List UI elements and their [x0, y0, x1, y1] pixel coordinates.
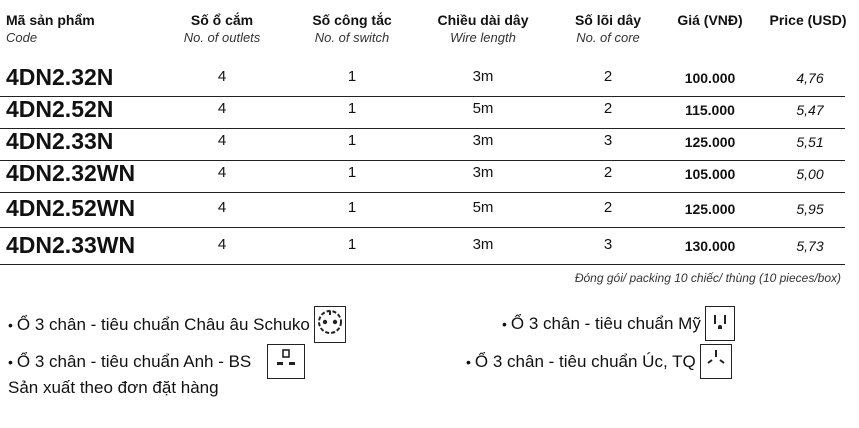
feature-schuko: [8, 306, 346, 343]
outlets-value: 4: [217, 236, 227, 253]
length-value: 3m: [472, 164, 494, 181]
feature-us: [502, 306, 735, 341]
product-code: 4DN2.32WN: [6, 160, 136, 186]
header-label-vi: Mã sản phẩm: [6, 12, 95, 28]
product-code: 4DN2.52N: [6, 96, 114, 122]
header-label-vi: Price (USD): [769, 12, 847, 28]
feature-au-cn: [466, 344, 732, 379]
header-length: [437, 12, 528, 45]
table-row: [0, 64, 845, 97]
bullet: •: [8, 353, 13, 370]
header-label-en: Wire length: [450, 30, 516, 45]
price-vnd: 105.000: [684, 166, 736, 182]
core-value: 2: [603, 100, 613, 117]
length-value: 5m: [472, 199, 494, 216]
schuko-plug-icon: [314, 306, 346, 343]
outlets-value: 4: [217, 100, 227, 117]
header-label-vi: Số lõi dây: [574, 12, 642, 28]
table-row: [0, 96, 845, 129]
header-vnd: [677, 12, 742, 28]
header-code: [6, 12, 95, 45]
table-row: [0, 128, 845, 161]
outlets-value: 4: [217, 132, 227, 149]
price-usd: 5,47: [796, 102, 824, 118]
product-code: 4DN2.52WN: [6, 195, 136, 221]
bs-plug-icon: [267, 344, 305, 379]
switch-value: 1: [347, 164, 357, 181]
bullet: •: [8, 316, 13, 333]
header-label-en: No. of outlets: [183, 30, 261, 45]
price-vnd: 130.000: [684, 238, 736, 254]
header-usd: [769, 12, 846, 28]
price-usd: 4,76: [796, 70, 824, 86]
price-usd: 5,73: [796, 238, 824, 254]
switch-value: 1: [347, 68, 357, 85]
switch-value: 1: [347, 236, 357, 253]
switch-value: 1: [347, 132, 357, 149]
core-value: 3: [603, 236, 613, 253]
product-code: 4DN2.33N: [6, 128, 114, 154]
price-usd: 5,95: [796, 201, 824, 217]
manufacturing-note: Sản xuất theo đơn đặt hàng: [8, 378, 219, 397]
feature-bs: [8, 344, 305, 379]
outlets-value: 4: [217, 164, 227, 181]
bullet: •: [466, 353, 471, 370]
feature-text: Ổ 3 chân - tiêu chuẩn Anh - BS: [16, 351, 252, 371]
table-row: [0, 160, 845, 193]
product-code: 4DN2.32N: [6, 64, 114, 90]
au-cn-plug-icon: [700, 344, 732, 379]
outlets-value: 4: [217, 68, 227, 85]
feature-text: Ổ 3 chân - tiêu chuẩn Úc, TQ: [474, 351, 696, 371]
header-label-en: No. of switch: [314, 30, 390, 45]
length-value: 5m: [472, 100, 494, 117]
table-row: [0, 232, 845, 265]
price-vnd: 115.000: [685, 102, 735, 118]
header-label-vi: Chiều dài dây: [437, 12, 529, 28]
header-label-vi: Giá (VNĐ): [677, 12, 743, 28]
length-value: 3m: [472, 132, 494, 149]
feature-text: Ổ 3 chân - tiêu chuẩn Châu âu Schuko: [16, 314, 310, 334]
price-usd: 5,00: [796, 166, 824, 182]
header-label-en: No. of core: [576, 30, 640, 45]
header-core: [575, 12, 641, 45]
core-value: 2: [603, 199, 613, 216]
switch-value: 1: [347, 199, 357, 216]
price-vnd: 100.000: [684, 70, 736, 86]
header-switch: [312, 12, 391, 45]
header-label-vi: Số công tắc: [312, 12, 392, 28]
table-row: [0, 195, 845, 228]
length-value: 3m: [472, 68, 494, 85]
header-label-en: Code: [6, 30, 38, 45]
core-value: 3: [603, 132, 613, 149]
price-usd: 5,51: [796, 134, 824, 150]
outlets-value: 4: [217, 199, 227, 216]
us-plug-icon: [705, 306, 735, 341]
price-vnd: 125.000: [684, 201, 736, 217]
price-vnd: 125.000: [684, 134, 736, 150]
product-code: 4DN2.33WN: [6, 232, 136, 258]
packing-note: Đóng gói/ packing 10 chiếc/ thùng (10 pieces/box): [574, 271, 841, 285]
core-value: 2: [603, 68, 613, 85]
feature-text: Ổ 3 chân - tiêu chuẩn Mỹ: [510, 313, 701, 333]
bullet: •: [502, 315, 507, 332]
switch-value: 1: [347, 100, 357, 117]
core-value: 2: [603, 164, 613, 181]
header-label-vi: Số ổ cắm: [190, 12, 254, 28]
length-value: 3m: [472, 236, 494, 253]
header-outlets: [184, 12, 261, 45]
